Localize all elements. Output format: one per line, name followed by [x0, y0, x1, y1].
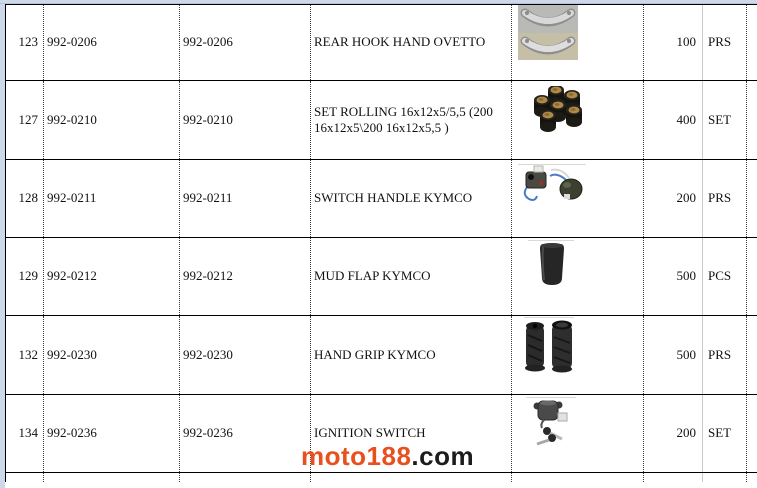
row-number-cell: 123: [6, 5, 44, 80]
table-row: [6, 316, 757, 395]
quantity-cell: 400: [644, 81, 703, 159]
partial-cell: [644, 473, 703, 482]
description-cell: MUD FLAP KYMCO: [311, 238, 512, 315]
unit-cell: PRS: [703, 160, 747, 237]
mud-flap-photo: [520, 240, 582, 290]
product-photo: [520, 397, 582, 453]
watermark-suffix: .com: [411, 441, 475, 471]
partial-cell: [747, 473, 757, 482]
unit-cell: PCS: [703, 238, 747, 315]
description-cell: REAR HOOK HAND OVETTO: [311, 5, 512, 80]
part-code-cell: 992-0206: [44, 5, 180, 80]
parts-table: [5, 4, 757, 482]
description-cell: HAND GRIP KYMCO: [311, 316, 512, 394]
unit-cell: PRS: [703, 316, 747, 394]
outside-table-area: [747, 316, 757, 394]
part-code-cell: 992-0236: [44, 395, 180, 472]
product-photo: [520, 240, 582, 294]
outside-table-area: [747, 238, 757, 315]
part-code-cell-2: 992-0212: [180, 238, 311, 315]
product-image-cell: [512, 81, 644, 159]
part-code-cell-2: 992-0210: [180, 81, 311, 159]
part-code-cell-2: 992-0236: [180, 395, 311, 472]
quantity-cell: 200: [644, 160, 703, 237]
ignition-switch-photo: [520, 397, 582, 449]
product-image-cell: [512, 395, 644, 472]
product-photo: [534, 86, 590, 140]
outside-table-area: [747, 160, 757, 237]
table-row: [6, 81, 757, 160]
quantity-cell: 200: [644, 395, 703, 472]
partial-cell: [512, 473, 644, 482]
switch-handle-photo: [514, 164, 590, 214]
rear-hook-hand-photo: [518, 5, 578, 60]
hand-grip-photo: [518, 317, 580, 375]
quantity-cell: 500: [644, 238, 703, 315]
product-image-cell: [512, 316, 644, 394]
table-row: [6, 160, 757, 238]
roller-set-photo: [534, 86, 590, 136]
partial-cell: [6, 473, 44, 482]
row-number-cell: 129: [6, 238, 44, 315]
part-code-cell-2: 992-0206: [180, 5, 311, 80]
product-image-cell: [512, 160, 644, 237]
partial-cell: [44, 473, 180, 482]
watermark: [301, 441, 474, 472]
product-photo: [514, 164, 590, 218]
unit-cell: SET: [703, 395, 747, 472]
row-number-cell: 132: [6, 316, 44, 394]
description-cell: SWITCH HANDLE KYMCO: [311, 160, 512, 237]
part-code-cell-2: 992-0211: [180, 160, 311, 237]
part-code-cell: 992-0230: [44, 316, 180, 394]
row-number-cell: 127: [6, 81, 44, 159]
partial-cell: [703, 473, 747, 482]
quantity-cell: 500: [644, 316, 703, 394]
part-code-cell: 992-0211: [44, 160, 180, 237]
table-row: [6, 238, 757, 316]
outside-table-area: [747, 5, 757, 80]
unit-cell: SET: [703, 81, 747, 159]
product-image-cell: [512, 238, 644, 315]
description-cell: SET ROLLING 16x12x5/5,5 (200 16x12x5\200 16x12x5,5 ): [311, 81, 512, 159]
outside-table-area: [747, 395, 757, 472]
product-photo: [518, 5, 578, 64]
row-number-cell: 134: [6, 395, 44, 472]
outside-table-area: [747, 81, 757, 159]
part-code-cell: 992-0212: [44, 238, 180, 315]
partial-cell: [311, 473, 512, 482]
description-cell: IGNITION SWITCH: [311, 395, 512, 472]
watermark-brand: moto188: [301, 441, 412, 471]
row-number-cell: 128: [6, 160, 44, 237]
product-photo: [518, 317, 580, 379]
product-image-cell: [512, 5, 644, 80]
table-row: [6, 5, 757, 81]
quantity-cell: 100: [644, 5, 703, 80]
part-code-cell-2: 992-0230: [180, 316, 311, 394]
part-code-cell: 992-0210: [44, 81, 180, 159]
partial-row: [6, 473, 757, 482]
partial-cell: [180, 473, 311, 482]
unit-cell: PRS: [703, 5, 747, 80]
